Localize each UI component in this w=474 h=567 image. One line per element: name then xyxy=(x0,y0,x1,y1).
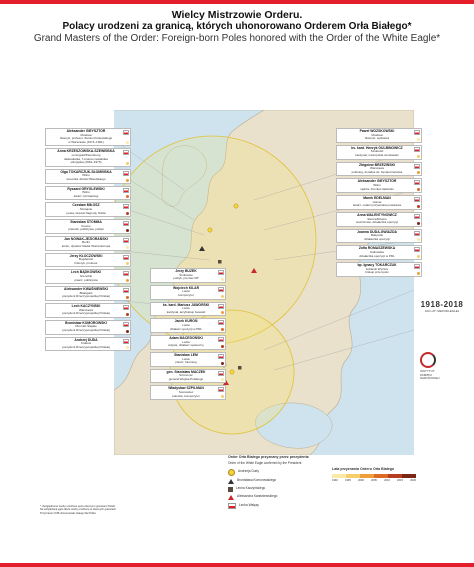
award-dot-icon xyxy=(221,362,224,365)
award-dot-icon xyxy=(417,272,420,275)
marker-square xyxy=(218,260,222,264)
person-detail: Moskwa xyxy=(80,132,92,137)
person-detail: Lwów xyxy=(182,306,190,311)
person-card xyxy=(45,236,131,251)
person-name: Anna KRZESZOWSKA-SZEWIŃSKA xyxy=(57,149,115,154)
person-name: Olga TOKARCZUK-SŁOMIŃSKA xyxy=(60,169,112,174)
flag-icon xyxy=(218,354,224,359)
flag-icon xyxy=(123,221,129,226)
person-detail: historyk, profesor, Zamku Królewskiego xyxy=(59,136,113,141)
person-card xyxy=(45,186,131,201)
person-name: Lech BĄDKOWSKI xyxy=(70,270,102,275)
flag-icon xyxy=(123,305,129,310)
person-card xyxy=(45,253,131,268)
timeline-title: Lata przyznania Orderu Orła Białego xyxy=(332,467,395,471)
person-detail: Warszawa xyxy=(370,166,384,171)
person-detail: Śmiłowice xyxy=(179,272,193,277)
marker-circle xyxy=(208,228,212,232)
person-card xyxy=(336,145,422,160)
legend-row xyxy=(228,503,418,509)
award-dot-icon xyxy=(417,222,420,225)
person-detail: kardynał, arcybiskup lwowski xyxy=(166,309,206,314)
award-dot-icon xyxy=(417,188,420,191)
flag-icon xyxy=(414,147,420,152)
person-detail: Białogard xyxy=(79,290,93,295)
person-name: Czesław MIŁOSZ xyxy=(72,203,100,208)
person-detail: suwnicowa, działaczka opozycji xyxy=(355,220,399,225)
marker-circle xyxy=(234,204,238,208)
footnote-line: Przyznanie OOB uhonorowało zasługi dla Polski. xyxy=(40,511,97,515)
institute-mark-icon xyxy=(420,352,436,368)
award-dot-icon xyxy=(221,328,224,331)
person-card xyxy=(336,212,422,227)
person-detail: Oborniki Śląskie xyxy=(75,324,97,329)
page-title: Wielcy Mistrzowie Orderu. xyxy=(171,9,303,21)
timeline-label: 2000 xyxy=(358,478,364,482)
person-detail: sędzia, Komitet Helsiński xyxy=(360,186,394,191)
person-detail: prezydent Rzeczypospolitej Polskiej xyxy=(62,311,110,316)
person-card xyxy=(45,169,131,184)
flag-icon xyxy=(123,188,129,193)
award-dot-icon xyxy=(221,295,224,298)
award-dot-icon xyxy=(126,195,129,198)
person-detail: Szczerzec xyxy=(179,373,193,378)
person-name: Aleksander GIEYSZTOR xyxy=(357,179,397,184)
person-detail: kompozytor xyxy=(178,292,194,297)
footnote-line: Na wizualizacji ujęto także osoby urodzone w obecnych granicach. xyxy=(40,508,117,512)
legend-label: Lecha Wałęsy xyxy=(239,502,259,507)
timeline-segment xyxy=(388,474,402,478)
person-detail: Szetejnie xyxy=(79,206,93,211)
flag-icon xyxy=(414,264,420,269)
award-dot-icon xyxy=(417,155,420,158)
award-dot-icon xyxy=(126,179,129,182)
flag-icon xyxy=(218,387,224,392)
legend-subtitle: Order of the White Eagle conferred by the President xyxy=(228,460,302,465)
flag-icon xyxy=(414,247,420,252)
person-detail: prezydent Rzeczypospolitej Polskiej xyxy=(62,344,110,349)
person-detail: biskup przemyski xyxy=(365,270,389,275)
person-detail: politolog, doradca ds. bezpieczeństwa xyxy=(351,169,403,174)
flag-icon xyxy=(414,214,420,219)
flag-icon xyxy=(218,304,224,309)
flag-icon xyxy=(123,288,129,293)
person-card xyxy=(336,178,422,193)
person-name: Władysław SZPILMAN xyxy=(168,386,204,391)
timeline-segment xyxy=(346,474,360,478)
person-card xyxy=(150,352,226,367)
person-name: Andrzej DUDA xyxy=(74,337,98,342)
person-name: Zbigniew BRZEZIŃSKI xyxy=(359,162,395,167)
person-detail: artysta, działacz społeczny xyxy=(168,343,204,348)
award-dot-icon xyxy=(417,171,420,174)
legend-timeline xyxy=(332,468,416,483)
flag-icon xyxy=(123,204,129,209)
award-dot-icon xyxy=(417,205,420,208)
award-dot-icon xyxy=(221,278,224,281)
person-detail: generał Wojska Polskiego xyxy=(168,376,204,381)
person-card xyxy=(45,320,131,335)
person-name: Jan NOWAK-JEZIORAŃSKI xyxy=(64,236,108,241)
person-card xyxy=(336,195,422,210)
person-detail: prawnik, publicysta, polityk xyxy=(68,227,104,232)
footnote-line: * Uwzględniono osoby urodzone poza obecnymi granicami Polski. xyxy=(40,505,116,508)
person-card xyxy=(45,303,131,318)
person-card xyxy=(45,337,131,352)
person-detail: Szukiszki xyxy=(370,149,384,154)
institute-line2: PAMIĘCI xyxy=(420,372,433,377)
award-dot-icon xyxy=(126,246,129,249)
legend-label: Lecha Kaczyńskiego xyxy=(236,486,266,491)
award-dot-icon xyxy=(221,378,224,381)
person-detail: Lwów xyxy=(182,356,190,361)
person-card xyxy=(150,335,226,350)
person-detail: Warszawa xyxy=(79,307,93,312)
person-detail: lekarz, ostatni przywódca powstania xyxy=(352,203,402,208)
person-detail: olimpijska (1964–1976) xyxy=(70,160,102,165)
award-dot-icon xyxy=(126,346,129,349)
timeline-label: 2005 xyxy=(371,478,377,482)
person-detail: polityk, premier RP xyxy=(173,276,199,281)
person-card xyxy=(45,128,131,146)
flag-icon xyxy=(123,339,129,344)
flag-icon xyxy=(123,130,129,135)
person-name: Aleksander KWAŚNIEWSKI xyxy=(64,287,108,292)
title-block xyxy=(0,9,474,45)
person-card xyxy=(336,229,422,244)
person-detail: Białystok xyxy=(370,233,383,238)
award-dot-icon xyxy=(126,162,129,165)
bottom-stripe xyxy=(0,563,474,567)
person-detail: historyk, profesor xyxy=(74,260,98,265)
person-detail: poeta, laureat Nagrody Nobla xyxy=(66,210,106,215)
flag-icon xyxy=(414,130,420,135)
person-detail: działaczka opozycji w PRL xyxy=(359,253,395,258)
timeline-label: 2015 xyxy=(397,478,403,482)
person-card xyxy=(45,202,131,217)
person-detail: Wilno xyxy=(82,190,90,195)
marker-square xyxy=(238,366,242,370)
person-card xyxy=(45,269,131,284)
person-detail: wnuczka Józefa Piłsudskiego xyxy=(66,176,106,181)
anniversary-sub: 100 LAT NIEPODLEGŁEJ xyxy=(424,309,460,313)
legend-row xyxy=(228,495,418,500)
flag-icon xyxy=(218,371,224,376)
person-detail: działaczka opozycji xyxy=(364,236,390,241)
top-stripe xyxy=(0,0,474,4)
flag-icon xyxy=(123,150,129,155)
person-detail: Leningrad/Petersburg xyxy=(71,152,101,157)
person-detail: kardynał, metropolita wrocławski xyxy=(355,152,399,157)
triangle-icon xyxy=(228,479,234,484)
person-detail: Grenoble xyxy=(79,274,93,279)
person-detail: w Warszawie (1974–1991) xyxy=(68,139,104,144)
legend-label: Bronisława Komorowskiego xyxy=(237,478,277,483)
person-detail: Bogdanów xyxy=(78,257,94,262)
legend xyxy=(228,456,418,542)
award-dot-icon xyxy=(417,255,420,258)
person-card xyxy=(150,268,226,283)
flag-icon xyxy=(414,231,420,236)
person-detail: Moskwa xyxy=(371,132,383,137)
page-subtitle-en: Grand Masters of the Order: Foreign-born Poles honored with the Order of the White Eagle* xyxy=(33,33,441,44)
marker-circle xyxy=(230,370,234,374)
legend-row xyxy=(228,487,418,492)
person-detail: pianista, kompozytor xyxy=(172,393,200,398)
legend-label: Andrzeja Dudy xyxy=(238,469,259,474)
anniversary-number: 1918-2018 xyxy=(420,300,464,309)
square-icon xyxy=(228,487,233,492)
award-dot-icon xyxy=(126,279,129,282)
legend-label: Aleksandra Kwaśniewskiego xyxy=(237,494,278,499)
award-dot-icon xyxy=(126,229,129,232)
person-detail: Kalinówka xyxy=(370,250,384,255)
person-name: Paweł WOZSKOWSKI xyxy=(359,129,395,133)
person-card xyxy=(150,318,226,333)
person-detail: Kowno xyxy=(81,223,91,228)
flag-icon xyxy=(123,271,129,276)
flag-icon xyxy=(218,320,224,325)
person-name: Lech KACZYŃSKI xyxy=(71,304,101,308)
person-card xyxy=(336,128,422,143)
person-detail: lekarz, farmakolog xyxy=(73,193,99,198)
person-detail: Łubianki Wyższe xyxy=(365,266,389,271)
person-card xyxy=(150,369,226,384)
award-dot-icon xyxy=(221,311,224,314)
person-detail: historyk, wydawca xyxy=(364,136,390,141)
person-detail: Homel xyxy=(372,199,382,204)
anniversary-logo xyxy=(418,300,466,313)
person-name: Bronisław KOMOROWSKI xyxy=(65,320,107,325)
flag-icon xyxy=(218,270,224,275)
flag-icon xyxy=(218,337,224,342)
person-detail: Lwów xyxy=(182,322,190,327)
timeline-segment xyxy=(374,474,388,478)
person-detail: pisarz, publicysta xyxy=(74,277,98,282)
timeline-label: 2010 xyxy=(384,478,390,482)
person-detail: pisarz, futurolog xyxy=(175,360,197,365)
flag-icon xyxy=(123,255,129,260)
award-dot-icon xyxy=(417,238,420,241)
institute-line3: NARODOWEJ xyxy=(420,376,440,381)
page-subtitle-pl: Polacy urodzeni za granicą, których uhonorowano Orderem Orła Białego* xyxy=(62,21,412,32)
person-card xyxy=(45,286,131,301)
person-name: bp. Ignacy TOKARCZUK xyxy=(357,263,397,268)
left-card-column xyxy=(45,128,131,353)
award-dot-icon xyxy=(126,141,129,144)
person-name: ks. kard. Mariusz JAWORSKI xyxy=(162,302,210,307)
timeline-segment xyxy=(402,474,416,478)
person-name: Marek EDELMAN xyxy=(363,196,391,201)
person-name: gen. Stanisław MACZEK xyxy=(166,369,206,374)
flag-icon xyxy=(123,322,129,327)
award-dot-icon xyxy=(221,395,224,398)
timeline-label: 1995 xyxy=(345,478,351,482)
flag-icon xyxy=(414,164,420,169)
award-dot-icon xyxy=(126,296,129,299)
timeline-label: 1992 xyxy=(332,478,338,482)
person-card xyxy=(150,302,226,317)
timeline-segment xyxy=(332,474,346,478)
middle-card-column xyxy=(150,268,226,402)
person-name: Anna WALENTYNOWICZ xyxy=(357,212,397,217)
footnotes xyxy=(40,505,220,515)
person-card xyxy=(336,245,422,260)
person-detail: Wilno xyxy=(373,182,381,187)
person-name: Jacek KUROŃ xyxy=(174,319,198,324)
person-name: Jerzy BUZEK xyxy=(175,269,197,273)
flag-icon xyxy=(414,197,420,202)
institute-line1: INSTYTUT xyxy=(420,369,435,373)
person-name: Zofia ROMASZEWSKA xyxy=(358,246,396,251)
award-dot-icon xyxy=(126,313,129,316)
institute-logo xyxy=(420,352,468,381)
triangle-red-icon xyxy=(228,495,234,500)
person-detail: Kraków xyxy=(80,341,91,346)
person-detail: Wilno xyxy=(82,173,90,178)
person-detail: kurier, dyrektor Radia Wolna Europa xyxy=(61,244,111,249)
legend-title: Order Orła Białego przyznany przez prezydenta xyxy=(228,455,309,459)
person-card xyxy=(336,262,422,277)
person-name: Aleksander GIEYSZTOR xyxy=(66,129,106,133)
award-dot-icon xyxy=(126,330,129,333)
person-detail: działacz opozycji w PRL xyxy=(169,326,203,331)
person-card xyxy=(336,162,422,177)
flag-icon xyxy=(218,287,224,292)
person-card xyxy=(150,385,226,400)
person-detail: Lwów xyxy=(182,289,190,294)
person-name: ks. kard. Henryk GULBINOWICZ xyxy=(351,145,403,150)
person-name: Joanna DUDA-GWIAZDA xyxy=(357,229,397,234)
person-name: Wojciech KILAR xyxy=(172,285,200,290)
person-detail: prezydent Rzeczypospolitej Polskiej xyxy=(62,294,110,299)
person-card xyxy=(45,148,131,166)
person-name: Adam MACEDOŃSKI xyxy=(169,336,203,341)
right-card-column xyxy=(336,128,422,279)
person-card xyxy=(45,219,131,234)
award-dot-icon xyxy=(221,345,224,348)
flag-icon xyxy=(228,503,236,509)
timeline-segment xyxy=(360,474,374,478)
person-detail: Sienne/Równe xyxy=(367,216,387,221)
flag-icon xyxy=(123,171,129,176)
person-detail: Berlin xyxy=(82,240,90,245)
person-detail: lekkoatletka, 7-krotna medalistka xyxy=(64,156,108,161)
award-dot-icon xyxy=(126,212,129,215)
person-name: Stanisław LEM xyxy=(174,352,198,357)
person-name: Stanisław STOMMA xyxy=(70,220,102,225)
award-dot-icon xyxy=(126,262,129,265)
flag-icon xyxy=(414,180,420,185)
person-name: Jerzy KŁOCZOWSKI xyxy=(69,253,103,258)
flag-icon xyxy=(123,238,129,243)
timeline-labels xyxy=(332,479,416,483)
person-detail: Lwów xyxy=(182,339,190,344)
person-detail: prezydent Rzeczypospolitej Polskiej xyxy=(62,327,110,332)
timeline-label: 2020 xyxy=(410,478,416,482)
person-card xyxy=(150,285,226,300)
person-detail: Sosnowiec xyxy=(178,390,194,395)
timeline-bar xyxy=(332,474,416,478)
person-name: Ryszard GRYGLEWSKI xyxy=(67,186,105,191)
award-dot-icon xyxy=(417,138,420,141)
circle-icon xyxy=(228,469,235,476)
